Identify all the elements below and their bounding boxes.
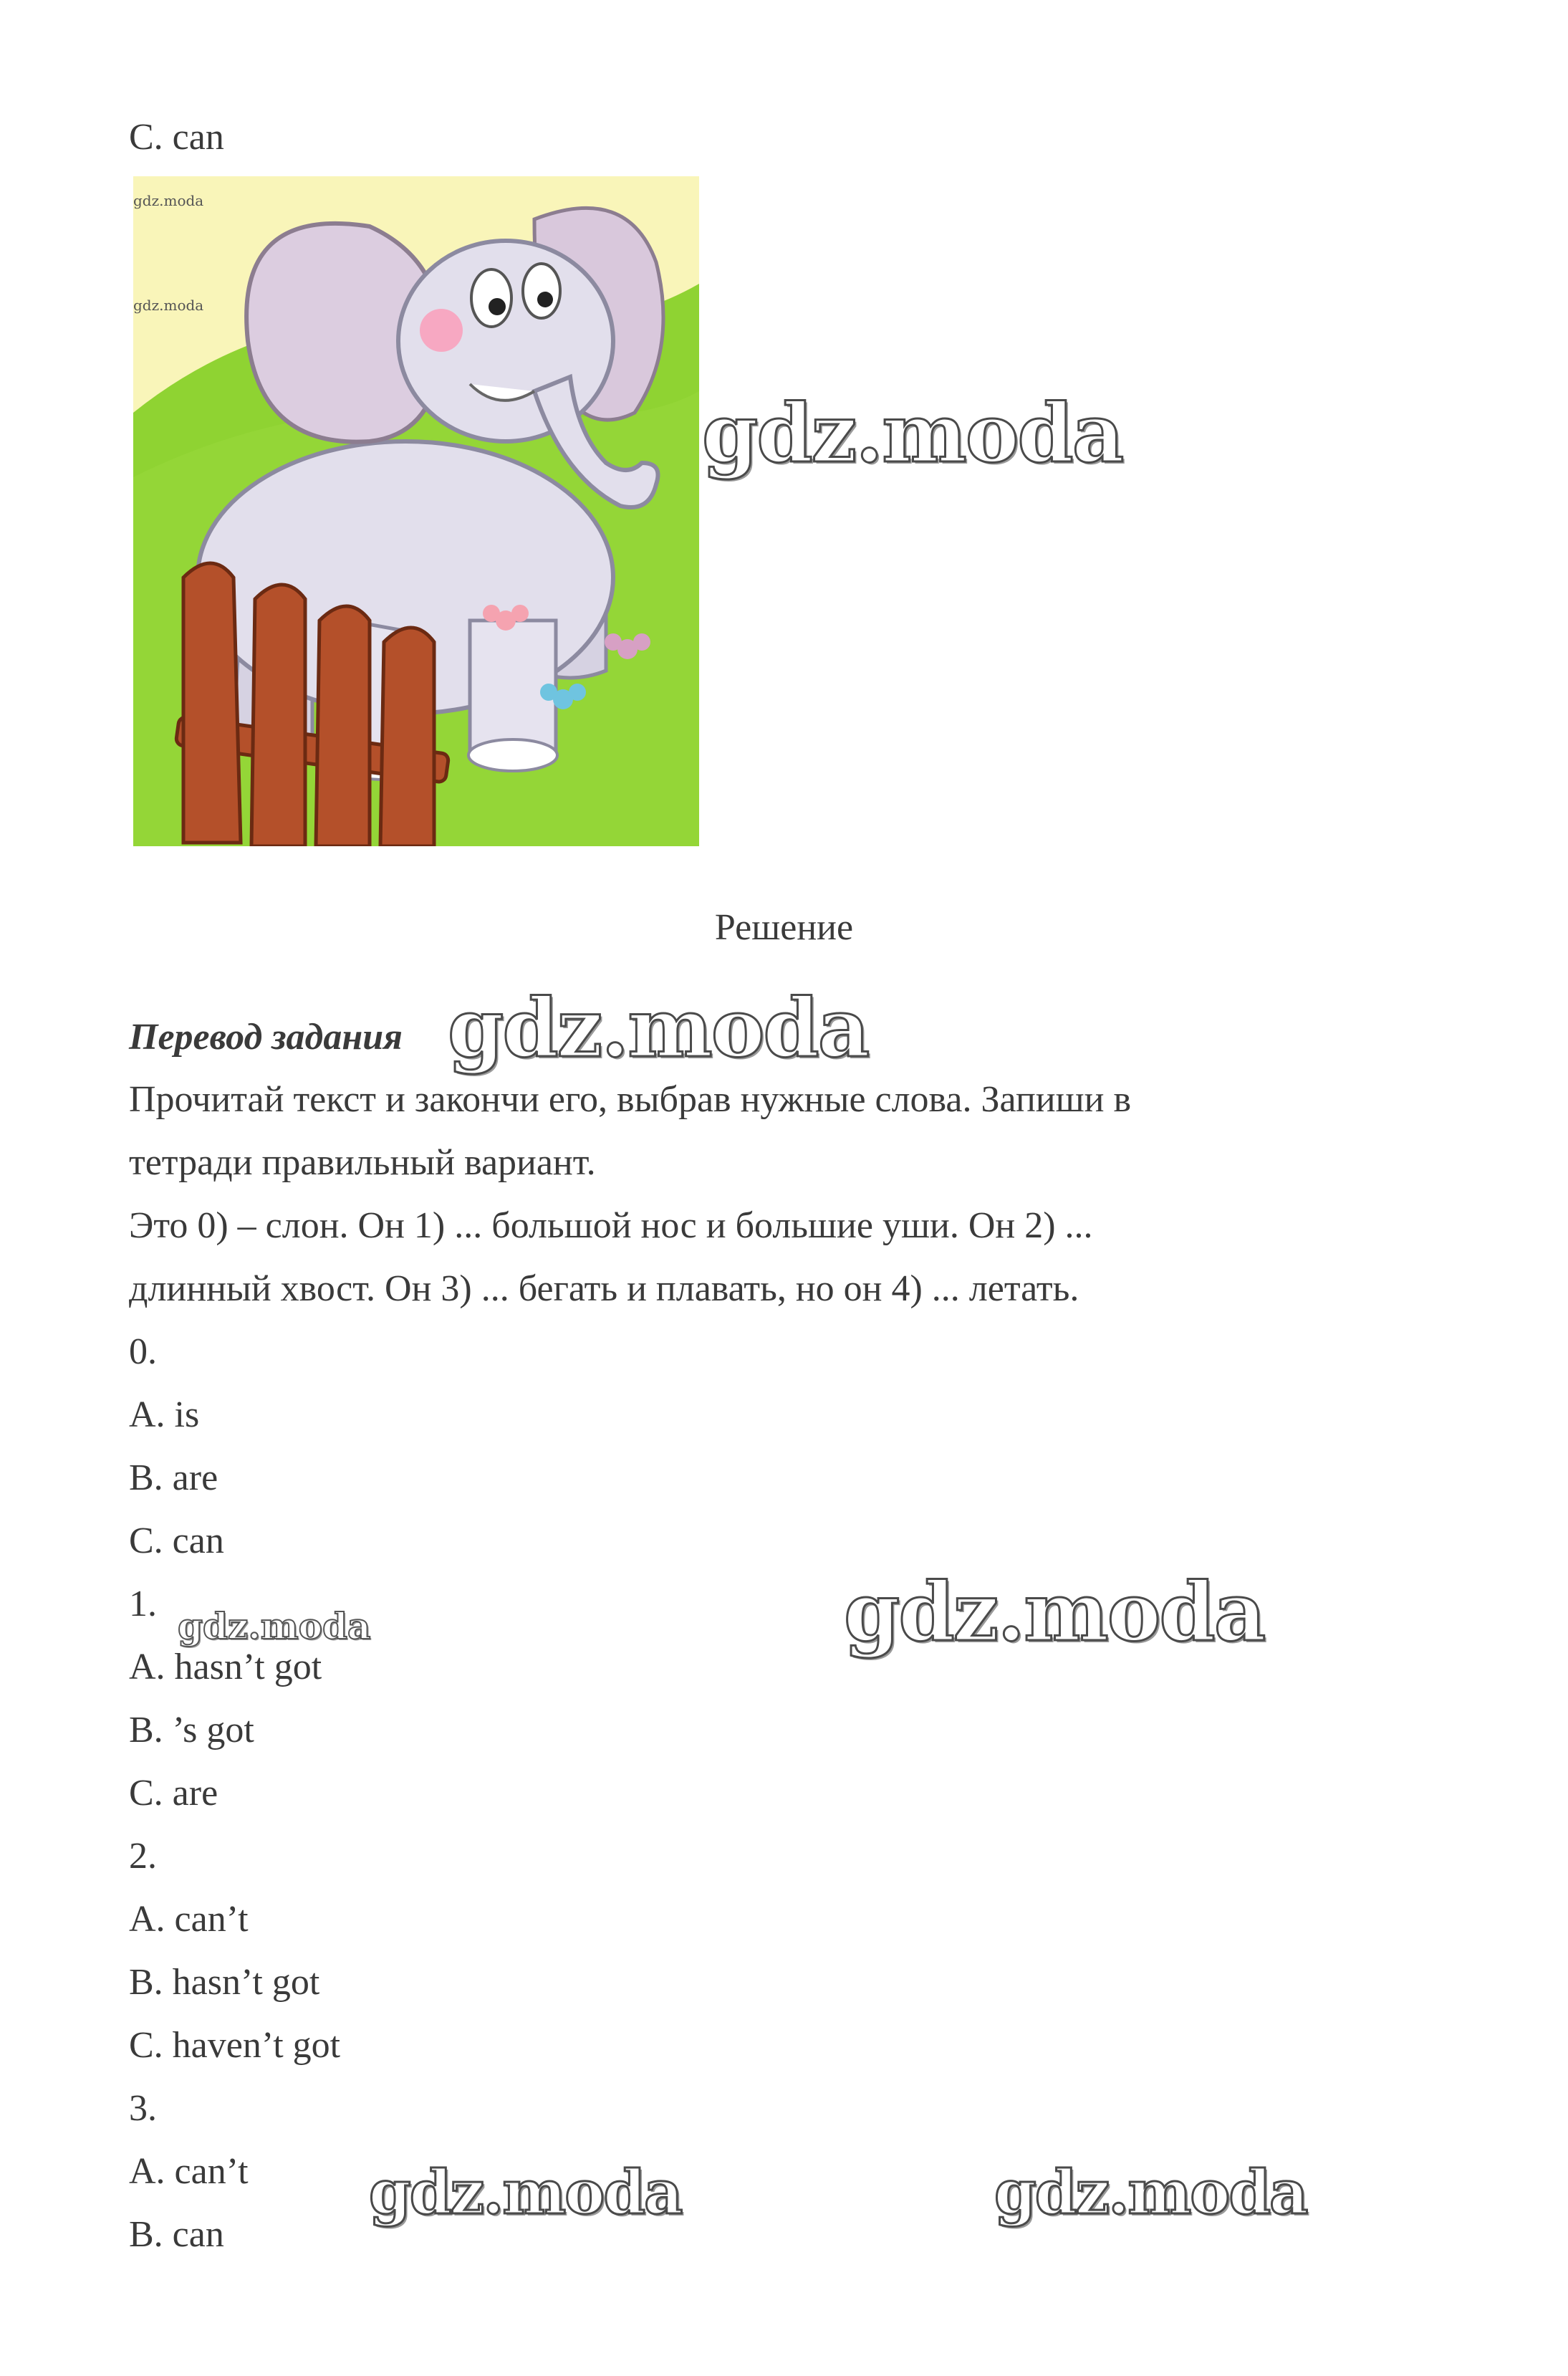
option-text: A. hasn’t got (129, 1647, 322, 1687)
question-number: 2. (129, 1836, 157, 1877)
question-number: 1. (129, 1584, 157, 1624)
option-text: A. can’t (129, 1899, 249, 1940)
watermark-small: gdz.moda (133, 297, 204, 314)
watermark: gdz.moda (702, 387, 1123, 481)
watermark: gdz.moda (994, 2157, 1307, 2228)
option-text: B. can (129, 2214, 224, 2255)
option-text: B. hasn’t got (129, 1962, 320, 2003)
question-number: 0. (129, 1331, 157, 1372)
option-text: A. can’t (129, 2151, 249, 2192)
solution-heading: Решение (714, 907, 854, 948)
option-text: A. is (129, 1394, 200, 1435)
elephant-icon (133, 176, 699, 846)
option-text: B. ’s got (129, 1710, 254, 1750)
watermark: gdz.moda (178, 1605, 371, 1647)
translation-line: тетради правильный вариант. (129, 1142, 596, 1183)
watermark: gdz.moda (369, 2157, 682, 2228)
translation-line: длинный хвост. Он 3) ... бегать и плавать, но он 4) ... летать. (129, 1268, 1079, 1309)
elephant-illustration (133, 176, 699, 846)
translation-line: Прочитай текст и закончи его, выбрав нужные слова. Запиши в (129, 1079, 1132, 1120)
option-text: C. haven’t got (129, 2025, 341, 2066)
option-text: B. are (129, 1457, 218, 1498)
watermark: gdz.moda (844, 1566, 1265, 1659)
option-text: C. are (129, 1773, 218, 1814)
translation-heading: Перевод задания (129, 1017, 403, 1058)
watermark-small: gdz.moda (133, 192, 204, 209)
translation-line: Это 0) – слон. Он 1) ... большой нос и большие уши. Он 2) ... (129, 1205, 1093, 1246)
question-number: 3. (129, 2088, 157, 2129)
watermark: gdz.moda (448, 982, 869, 1076)
option-text: C. can (129, 117, 224, 158)
option-text: C. can (129, 1520, 224, 1561)
